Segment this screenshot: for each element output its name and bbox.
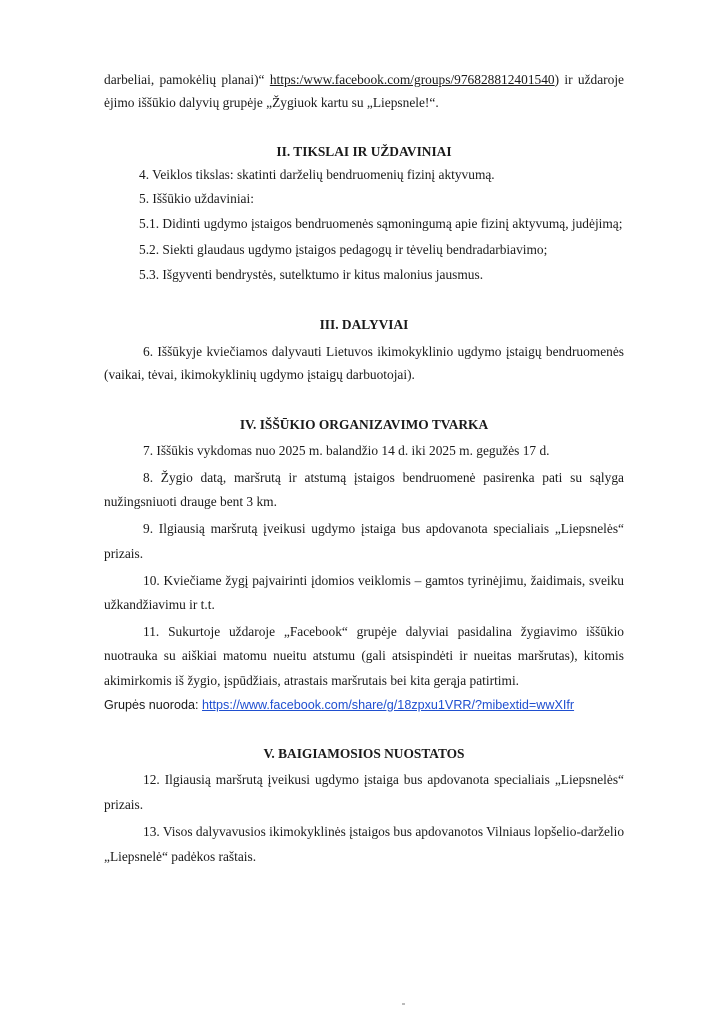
paragraph-12-line-2: prizais. xyxy=(104,797,144,812)
section-heading-2: II. TIKSLAI IR UŽDAVINIAI xyxy=(276,144,452,159)
paragraph-5: 5. Iššūkio uždaviniai: xyxy=(139,191,254,206)
paragraph-8-line-2: nužingsniuoti drauge bent 3 km. xyxy=(104,494,277,509)
paragraph-6-line-2: (vaikai, tėvai, ikimokyklinių ugdymo įstaigų darbuotojai). xyxy=(104,367,415,382)
facebook-group-link-1[interactable]: https:/www.facebook.com/groups/976828812401540 xyxy=(269,72,555,87)
intro-text-b: ) ir uždaroje xyxy=(554,72,624,87)
paragraph-5-3: 5.3. Išgyventi bendrystės, sutelktumo ir kitus malonius jausmus. xyxy=(139,267,484,282)
paragraph-11-line-2: nuotrauka su aiškiai matomu nueitu atstumu (gali atsispindėti ir nueitas maršrutas), kitomis xyxy=(104,648,624,663)
scan-speck xyxy=(402,1003,405,1005)
section-heading-3: III. DALYVIAI xyxy=(319,317,409,332)
paragraph-12-line-1: 12. Ilgiausią maršrutą įveikusi ugdymo įstaiga bus apdovanota specialiais „Liepsnelės“ xyxy=(143,772,624,787)
group-link-label: Grupės nuoroda: xyxy=(104,698,203,712)
paragraph-10-line-2: užkandžiavimu ir t.t. xyxy=(104,597,215,612)
intro-line-2: ėjimo iššūkio dalyvių grupėje „Žygiuok kartu su „Liepsnele!“. xyxy=(104,95,439,110)
paragraph-7: 7. Iššūkis vykdomas nuo 2025 m. balandžio 14 d. iki 2025 m. gegužės 17 d. xyxy=(143,443,550,458)
paragraph-11-line-1: 11. Sukurtoje uždaroje „Facebook“ grupėje dalyviai pasidalina žygiavimo iššūkio xyxy=(143,624,624,639)
section-heading-5: V. BAIGIAMOSIOS NUOSTATOS xyxy=(263,746,465,761)
paragraph-9-line-1: 9. Ilgiausią maršrutą įveikusi ugdymo įstaiga bus apdovanota specialiais „Liepsnelės“ xyxy=(143,521,624,536)
paragraph-11-line-3: akimirkomis iš žygio, įspūdžiais, atrastais maršrutais bei kita gerąja patirtimi. xyxy=(104,673,520,688)
paragraph-10-line-1: 10. Kviečiame žygį pajvairinti įdomios veiklomis – gamtos tyrinėjimu, žaidimais, sveiku xyxy=(143,573,624,588)
paragraph-4: 4. Veiklos tikslas: skatinti darželių bendruomenių fizinį aktyvumą. xyxy=(139,167,495,182)
intro-line-1 xyxy=(104,71,624,89)
paragraph-9-line-2: prizais. xyxy=(104,546,144,561)
section-heading-4: IV. IŠŠŪKIO ORGANIZAVIMO TVARKA xyxy=(239,417,489,432)
paragraph-8-line-1: 8. Žygio datą, maršrutą ir atstumą įstaigos bendruomenė pasirenka pati su sąlyga xyxy=(143,470,624,485)
group-link-line xyxy=(104,696,624,714)
paragraph-6-line-1: 6. Iššūkyje kviečiamos dalyvauti Lietuvos ikimokyklinio ugdymo įstaigų bendruomenės xyxy=(143,344,624,359)
paragraph-5-2: 5.2. Siekti glaudaus ugdymo įstaigos pedagogų ir tėvelių bendradarbiavimo; xyxy=(139,242,548,257)
paragraph-5-1: 5.1. Didinti ugdymo įstaigos bendruomenės sąmoningumą apie fizinį aktyvumą, judėjimą; xyxy=(139,216,623,231)
intro-text-a: darbeliai, pamokėlių planai)“ xyxy=(104,72,265,87)
paragraph-13-line-2: „Liepsnelė“ padėkos raštais. xyxy=(104,849,257,864)
paragraph-13-line-1: 13. Visos dalyvavusios ikimokyklinės įstaigos bus apdovanotos Vilniaus lopšelio-darželio xyxy=(143,824,625,839)
facebook-group-link-2[interactable]: https://www.facebook.com/share/g/18zpxu1VRR/?mibextid=wwXIfr xyxy=(202,698,575,712)
